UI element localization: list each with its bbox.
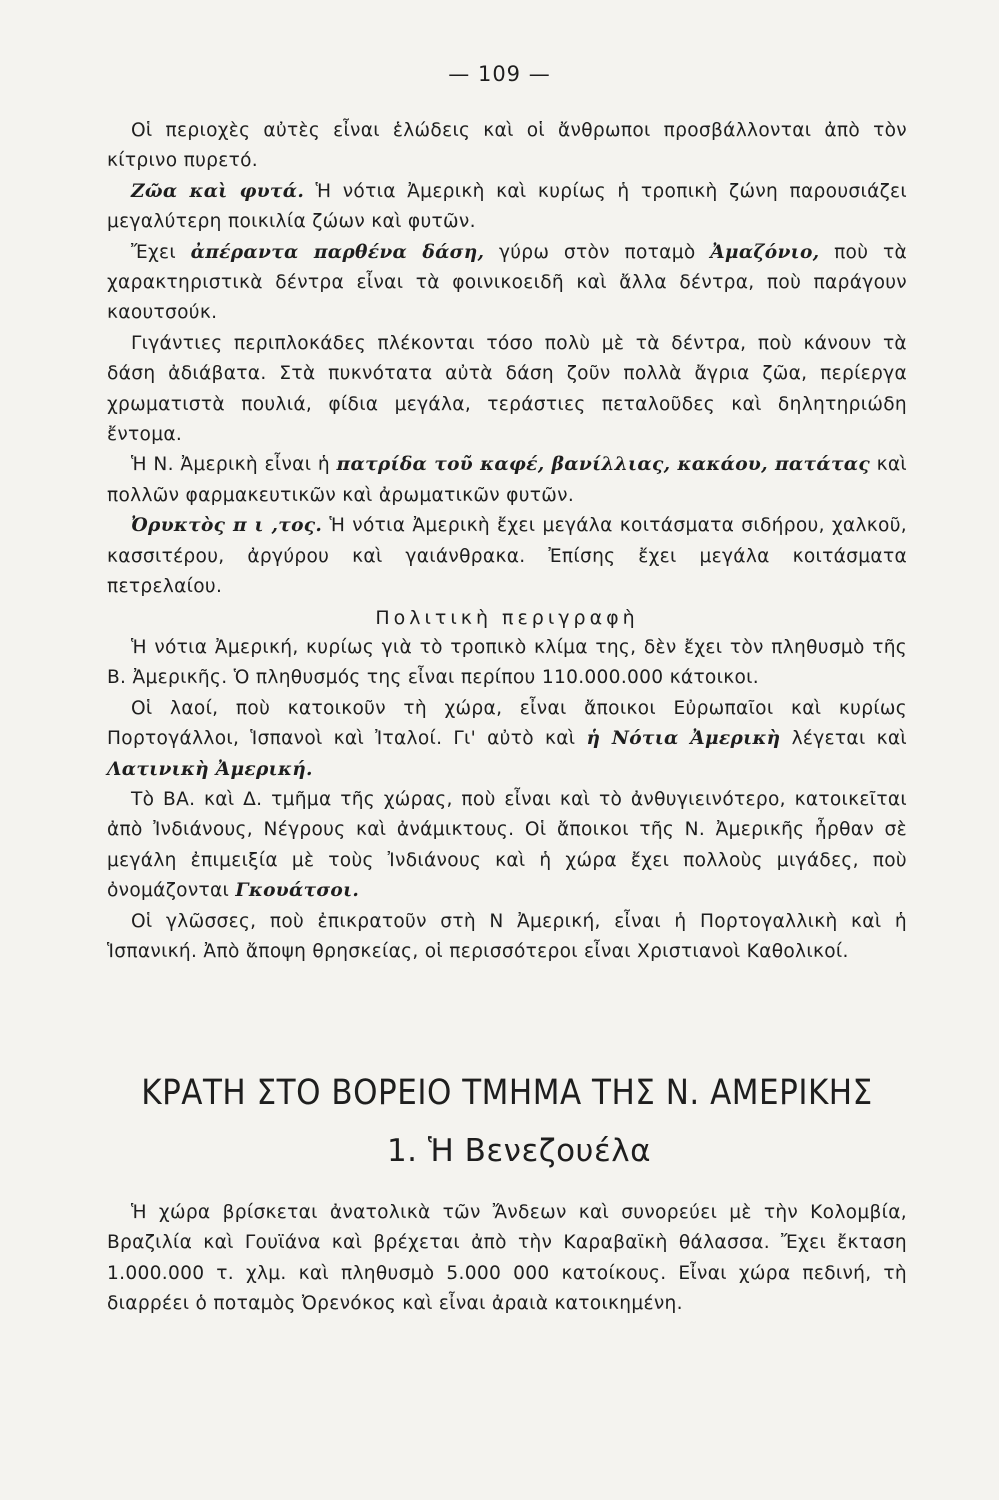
text-peoples-c: λέγεται καὶ [780,728,908,750]
main-text [107,116,907,967]
section-subheading-venezuela: 1. Ἡ Βενεζουέλα [386,1133,652,1169]
text-forests-a: Ἔχει [131,241,191,263]
text-inhabitants-a: Τὸ ΒΑ. καὶ Δ. τμῆμα τῆς χώρας, ποὺ εἶναι καὶ τὸ ἀνθυγιεινότερο, κατοικεῖται ἀπὸ Ἰνδιάνους, Νέγρους καὶ ἀνάμικτους. Οἱ ἄποικοι τῆς Ν. Ἀμερικῆς ἦρθαν σὲ μεγάλη ἐπιμειξία μὲ τοὺς Ἰνδιάνους καὶ ἡ χώρα ἔχει πολλοὺς μιγάδες, ποὺ ὀνομάζονται [107,788,907,902]
paragraph-vines: Γιγάντιες περιπλοκάδες πλέκονται τόσο πολὺ μὲ τὰ δέντρα, ποὺ κάνουν τὰ δάση ἀδιάβατα. Στὰ πυκνότατα αὐτὰ δάση ζοῦν πολλὰ ἄγρια ζῶα, περίεργα χρωματιστὰ πουλιά, φίδια μεγάλα, τεράστιες πεταλοῦδες καὶ δηλητηριώδη ἔντομα. [107,332,907,446]
paragraph-inhabitants [107,785,907,907]
paragraph-population: Ἡ νότια Ἀμερική, κυρίως γιὰ τὸ τροπικὸ κλίμα της, δὲν ἔχει τὸν πληθυσμὸ τῆς Β. Ἀμερικῆς. Ὁ πληθυσμός της εἶναι περίπου 110.000.000 κάτοικοι. [107,636,907,689]
venezuela-text [107,1198,907,1320]
paragraph-marsh: Οἱ περιοχὲς αὐτὲς εἶναι ἑλώδεις καὶ οἱ ἄνθρωποι προσβάλλονται ἀπὸ τὸν κίτρινο πυρετό. [107,120,907,172]
text-forests-e: ποὺ τὰ χαρακτηριστικὰ δέντρα εἶναι τὰ φοινικοειδῆ καὶ ἄλλα δέντρα, ποὺ παράγουν καουτσούκ. [107,241,907,324]
text-fauna-flora: Ἡ νότια Ἀμερικὴ καὶ κυρίως ἡ τροπικὴ ζώνη παρουσιάζει μεγαλύτερη ποικιλία ζώων καὶ φυτῶν. [107,180,907,233]
paragraph-minerals [107,511,907,602]
paragraph-fauna-flora [107,177,907,238]
text-minerals: Ἡ νότια Ἀμερικὴ ἔχει μεγάλα κοιτάσματα σιδήρου, χαλκοῦ, κασσιτέρου, ἀργύρου καὶ γαιάνθρακα. Ἐπίσης ἔχει μεγάλα κοιτάσματα πετρελαίου. [107,515,907,598]
text-homeland-a: Ἡ Ν. Ἀμερικὴ εἶναι ἡ [131,454,337,476]
text-peoples-a: Οἱ λαοί, ποὺ κατοικοῦν τὴ χώρα, εἶναι ἄποικοι Εὐρωπαῖοι καὶ κυρίως Πορτογάλλοι, Ἱσπανοὶ καὶ Ἰταλοί. Γι' αὐτὸ καὶ [107,697,907,750]
paragraph-homeland [107,450,907,511]
lead-minerals: Ὀρυκτὸς π ι ,τος. [131,515,323,537]
emph-amazon: Ἀμαζόνιο, [710,241,820,263]
paragraph-peoples [107,694,907,785]
emph-south-america: ἡ Νότια Ἀμερικὴ [586,728,781,750]
emph-gkouatsoi: Γκουάτσοι. [235,880,360,902]
emph-virgin-forests: ἀπέραντα παρθένα δάση, [190,241,485,263]
emph-homeland: πατρίδα τοῦ καφέ, βανίλλιας, κακάου, πατάτας [336,454,870,476]
paragraph-languages: Οἱ γλῶσσες, ποὺ ἐπικρατοῦν στὴ Ν Ἀμερική, εἶναι ἡ Πορτογαλλικὴ καὶ ἡ Ἱσπανική. Ἀπὸ ἄποψη θρησκείας, οἱ περισσότεροι εἶναι Χριστιανοὶ Καθολικοί. [107,910,907,962]
text-homeland-c: καὶ πολλῶν φαρμακευτικῶν καὶ ἀρωματικῶν φυτῶν. [107,454,907,506]
emph-latin-america: Λατινικὴ Ἀμερική. [107,758,313,780]
page-number: — 109 — [448,62,551,86]
lead-fauna-flora: Ζῶα καὶ φυτά. [131,180,305,202]
section-heading: ΚΡΑΤΗ ΣΤΟ ΒΟΡΕΙΟ ΤΜΗΜΑ ΤΗΣ Ν. ΑΜΕΡΙΚΗΣ [141,1072,873,1114]
paragraph-forests [107,238,907,329]
paragraph-venezuela: Ἡ χώρα βρίσκεται ἀνατολικὰ τῶν Ἄνδεων καὶ συνορεύει μὲ τὴν Κολομβία, Βραζιλία καὶ Γουϊάνα καὶ βρέχεται ἀπὸ τὴν Καραβαϊκὴ θάλασσα. Ἔχει ἔκταση 1.000.000 τ. χλμ. καὶ πληθυσμὸ 5.000 000 κατοίκους. Εἶναι χώρα πεδινή, τὴ διαρρέει ὁ ποταμὸς Ὀρενόκος καὶ εἶναι ἀραιὰ κατοικημένη. [107,1202,907,1315]
subheading-political: Πολιτικὴ περιγραφὴ [375,606,639,629]
text-forests-c: γύρω στὸν ποταμὸ [484,241,711,263]
